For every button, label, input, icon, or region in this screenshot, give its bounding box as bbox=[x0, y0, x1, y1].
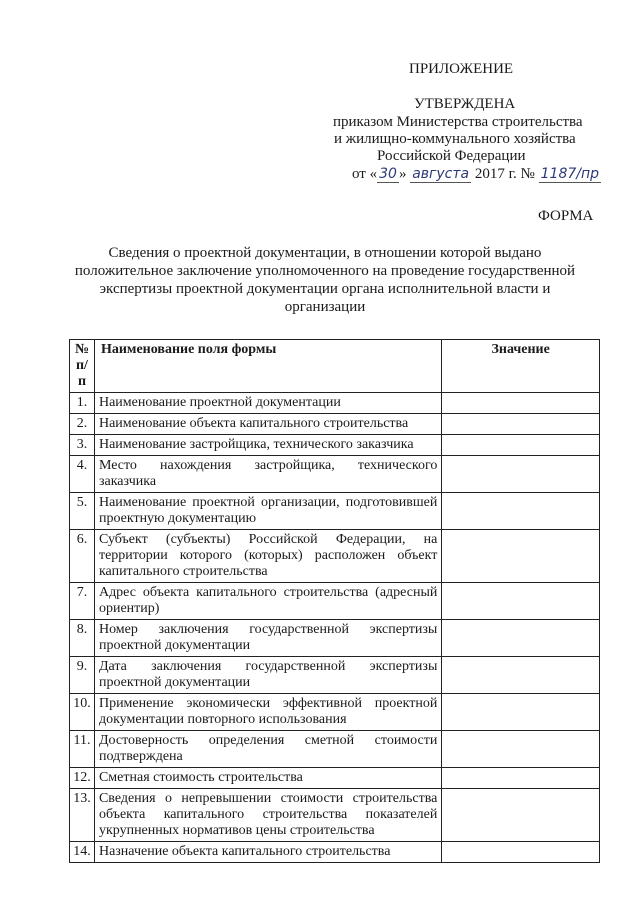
order-line-1: приказом Министерства строительства bbox=[333, 114, 583, 130]
row-field-name: Сметная стоимость строительства bbox=[94, 768, 441, 789]
order-line-3: Российской Федерации bbox=[377, 148, 526, 164]
header-name: Наименование поля формы bbox=[94, 340, 441, 393]
form-label: ФОРМА bbox=[538, 208, 594, 224]
order-line-2: и жилищно-коммунального хозяйства bbox=[334, 131, 576, 147]
row-field-name: Адрес объекта капитального строительства (адресный ориентир) bbox=[94, 583, 441, 620]
date-day-handwritten: 30 bbox=[379, 166, 397, 182]
table-row bbox=[70, 620, 600, 657]
row-number: 5. bbox=[70, 493, 95, 530]
order-date-line bbox=[352, 165, 601, 183]
table-row bbox=[70, 493, 600, 530]
order-number-handwritten: 1187/пр bbox=[540, 166, 600, 182]
row-value-cell[interactable] bbox=[442, 435, 600, 456]
row-value-cell[interactable] bbox=[442, 393, 600, 414]
table-row bbox=[70, 414, 600, 435]
date-month-handwritten: августа bbox=[412, 166, 470, 182]
row-field-name: Назначение объекта капитального строительства bbox=[94, 842, 441, 863]
row-value-cell[interactable] bbox=[442, 456, 600, 493]
header-num: № п/п bbox=[70, 340, 95, 393]
row-field-name: Дата заключения государственной экспертизы проектной документации bbox=[94, 657, 441, 694]
form-fields-table bbox=[69, 339, 600, 863]
table-row bbox=[70, 789, 600, 842]
table-body bbox=[70, 393, 600, 863]
row-value-cell[interactable] bbox=[442, 789, 600, 842]
row-field-name: Достоверность определения сметной стоимости подтверждена bbox=[94, 731, 441, 768]
table-row bbox=[70, 583, 600, 620]
row-number: 11. bbox=[70, 731, 95, 768]
date-prefix: от « bbox=[352, 166, 378, 182]
table-row bbox=[70, 694, 600, 731]
row-field-name: Место нахождения застройщика, технического заказчика bbox=[94, 456, 441, 493]
table-row bbox=[70, 842, 600, 863]
date-mid: » bbox=[398, 166, 407, 182]
row-number: 12. bbox=[70, 768, 95, 789]
approved-label: УТВЕРЖДЕНА bbox=[414, 96, 516, 112]
row-field-name: Наименование проектной организации, подготовившей проектную документацию bbox=[94, 493, 441, 530]
row-number: 10. bbox=[70, 694, 95, 731]
appendix-label: ПРИЛОЖЕНИЕ bbox=[409, 61, 514, 77]
table-row bbox=[70, 657, 600, 694]
table-row bbox=[70, 435, 600, 456]
row-value-cell[interactable] bbox=[442, 583, 600, 620]
row-value-cell[interactable] bbox=[442, 694, 600, 731]
row-value-cell[interactable] bbox=[442, 768, 600, 789]
row-value-cell[interactable] bbox=[442, 530, 600, 583]
row-number: 6. bbox=[70, 530, 95, 583]
row-field-name: Наименование объекта капитального строительства bbox=[94, 414, 441, 435]
row-number: 14. bbox=[70, 842, 95, 863]
table-row bbox=[70, 530, 600, 583]
row-value-cell[interactable] bbox=[442, 842, 600, 863]
row-value-cell[interactable] bbox=[442, 731, 600, 768]
document-title: Сведения о проектной документации, в отношении которой выдано положительное заключение уполномоченного на проведение государственной экспертизы проектной документации органа исполнительной власти и организации bbox=[74, 245, 576, 315]
row-field-name: Сведения о непревышении стоимости строительства объекта капитального строительства показателей укрупненных нормативов цены строительства bbox=[94, 789, 441, 842]
row-number: 7. bbox=[70, 583, 95, 620]
table-row bbox=[70, 456, 600, 493]
row-field-name: Применение экономически эффективной проектной документации повторного использования bbox=[94, 694, 441, 731]
row-value-cell[interactable] bbox=[442, 493, 600, 530]
row-number: 4. bbox=[70, 456, 95, 493]
row-value-cell[interactable] bbox=[442, 414, 600, 435]
row-value-cell[interactable] bbox=[442, 657, 600, 694]
header-value: Значение bbox=[442, 340, 600, 393]
row-field-name: Субъект (субъекты) Российской Федерации, на территории которого (которых) расположен объект капитального строительства bbox=[94, 530, 441, 583]
row-field-name: Номер заключения государственной экспертизы проектной документации bbox=[94, 620, 441, 657]
row-number: 3. bbox=[70, 435, 95, 456]
row-number: 2. bbox=[70, 414, 95, 435]
row-field-name: Наименование застройщика, технического заказчика bbox=[94, 435, 441, 456]
row-number: 13. bbox=[70, 789, 95, 842]
table-row bbox=[70, 768, 600, 789]
row-number: 8. bbox=[70, 620, 95, 657]
row-value-cell[interactable] bbox=[442, 620, 600, 657]
row-field-name: Наименование проектной документации bbox=[94, 393, 441, 414]
date-year: 2017 г. № bbox=[474, 166, 535, 182]
row-number: 1. bbox=[70, 393, 95, 414]
table-header-row bbox=[70, 340, 600, 393]
row-number: 9. bbox=[70, 657, 95, 694]
table-row bbox=[70, 393, 600, 414]
table-row bbox=[70, 731, 600, 768]
